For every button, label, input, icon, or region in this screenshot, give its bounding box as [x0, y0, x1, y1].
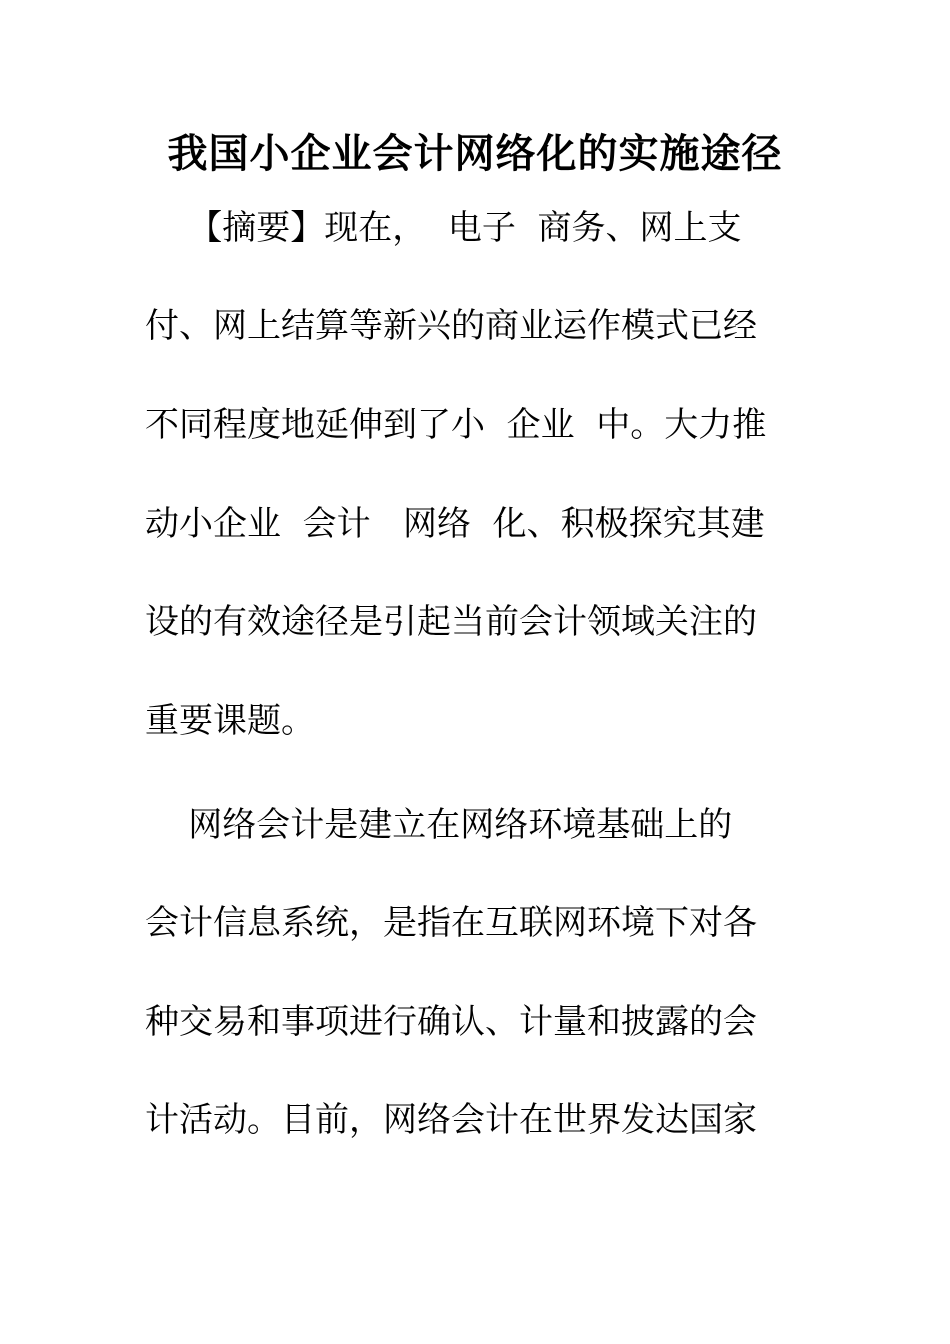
body-line: 会计信息系统，是指在互联网环境下对各: [145, 903, 757, 943]
body-line: 付、网上结算等新兴的商业运作模式已经: [145, 306, 757, 346]
body-line: 网络会计是建立在网络环境基础上的: [145, 805, 733, 845]
body-line: 动小企业 会计 网络 化、积极探究其建: [145, 504, 765, 544]
body-line: 【摘要】现在， 电子 商务、网上支: [145, 208, 742, 248]
body-line: 设的有效途径是引起当前会计领域关注的: [145, 602, 757, 642]
body-line: 重要课题。: [145, 701, 315, 741]
body-line: 不同程度地延伸到了小 企业 中。大力推: [145, 405, 767, 445]
body-line: 种交易和事项进行确认、计量和披露的会: [145, 1002, 757, 1042]
document-title: 我国小企业会计网络化的实施途径: [167, 130, 783, 177]
body-line: 计活动。目前，网络会计在世界发达国家: [145, 1100, 757, 1140]
